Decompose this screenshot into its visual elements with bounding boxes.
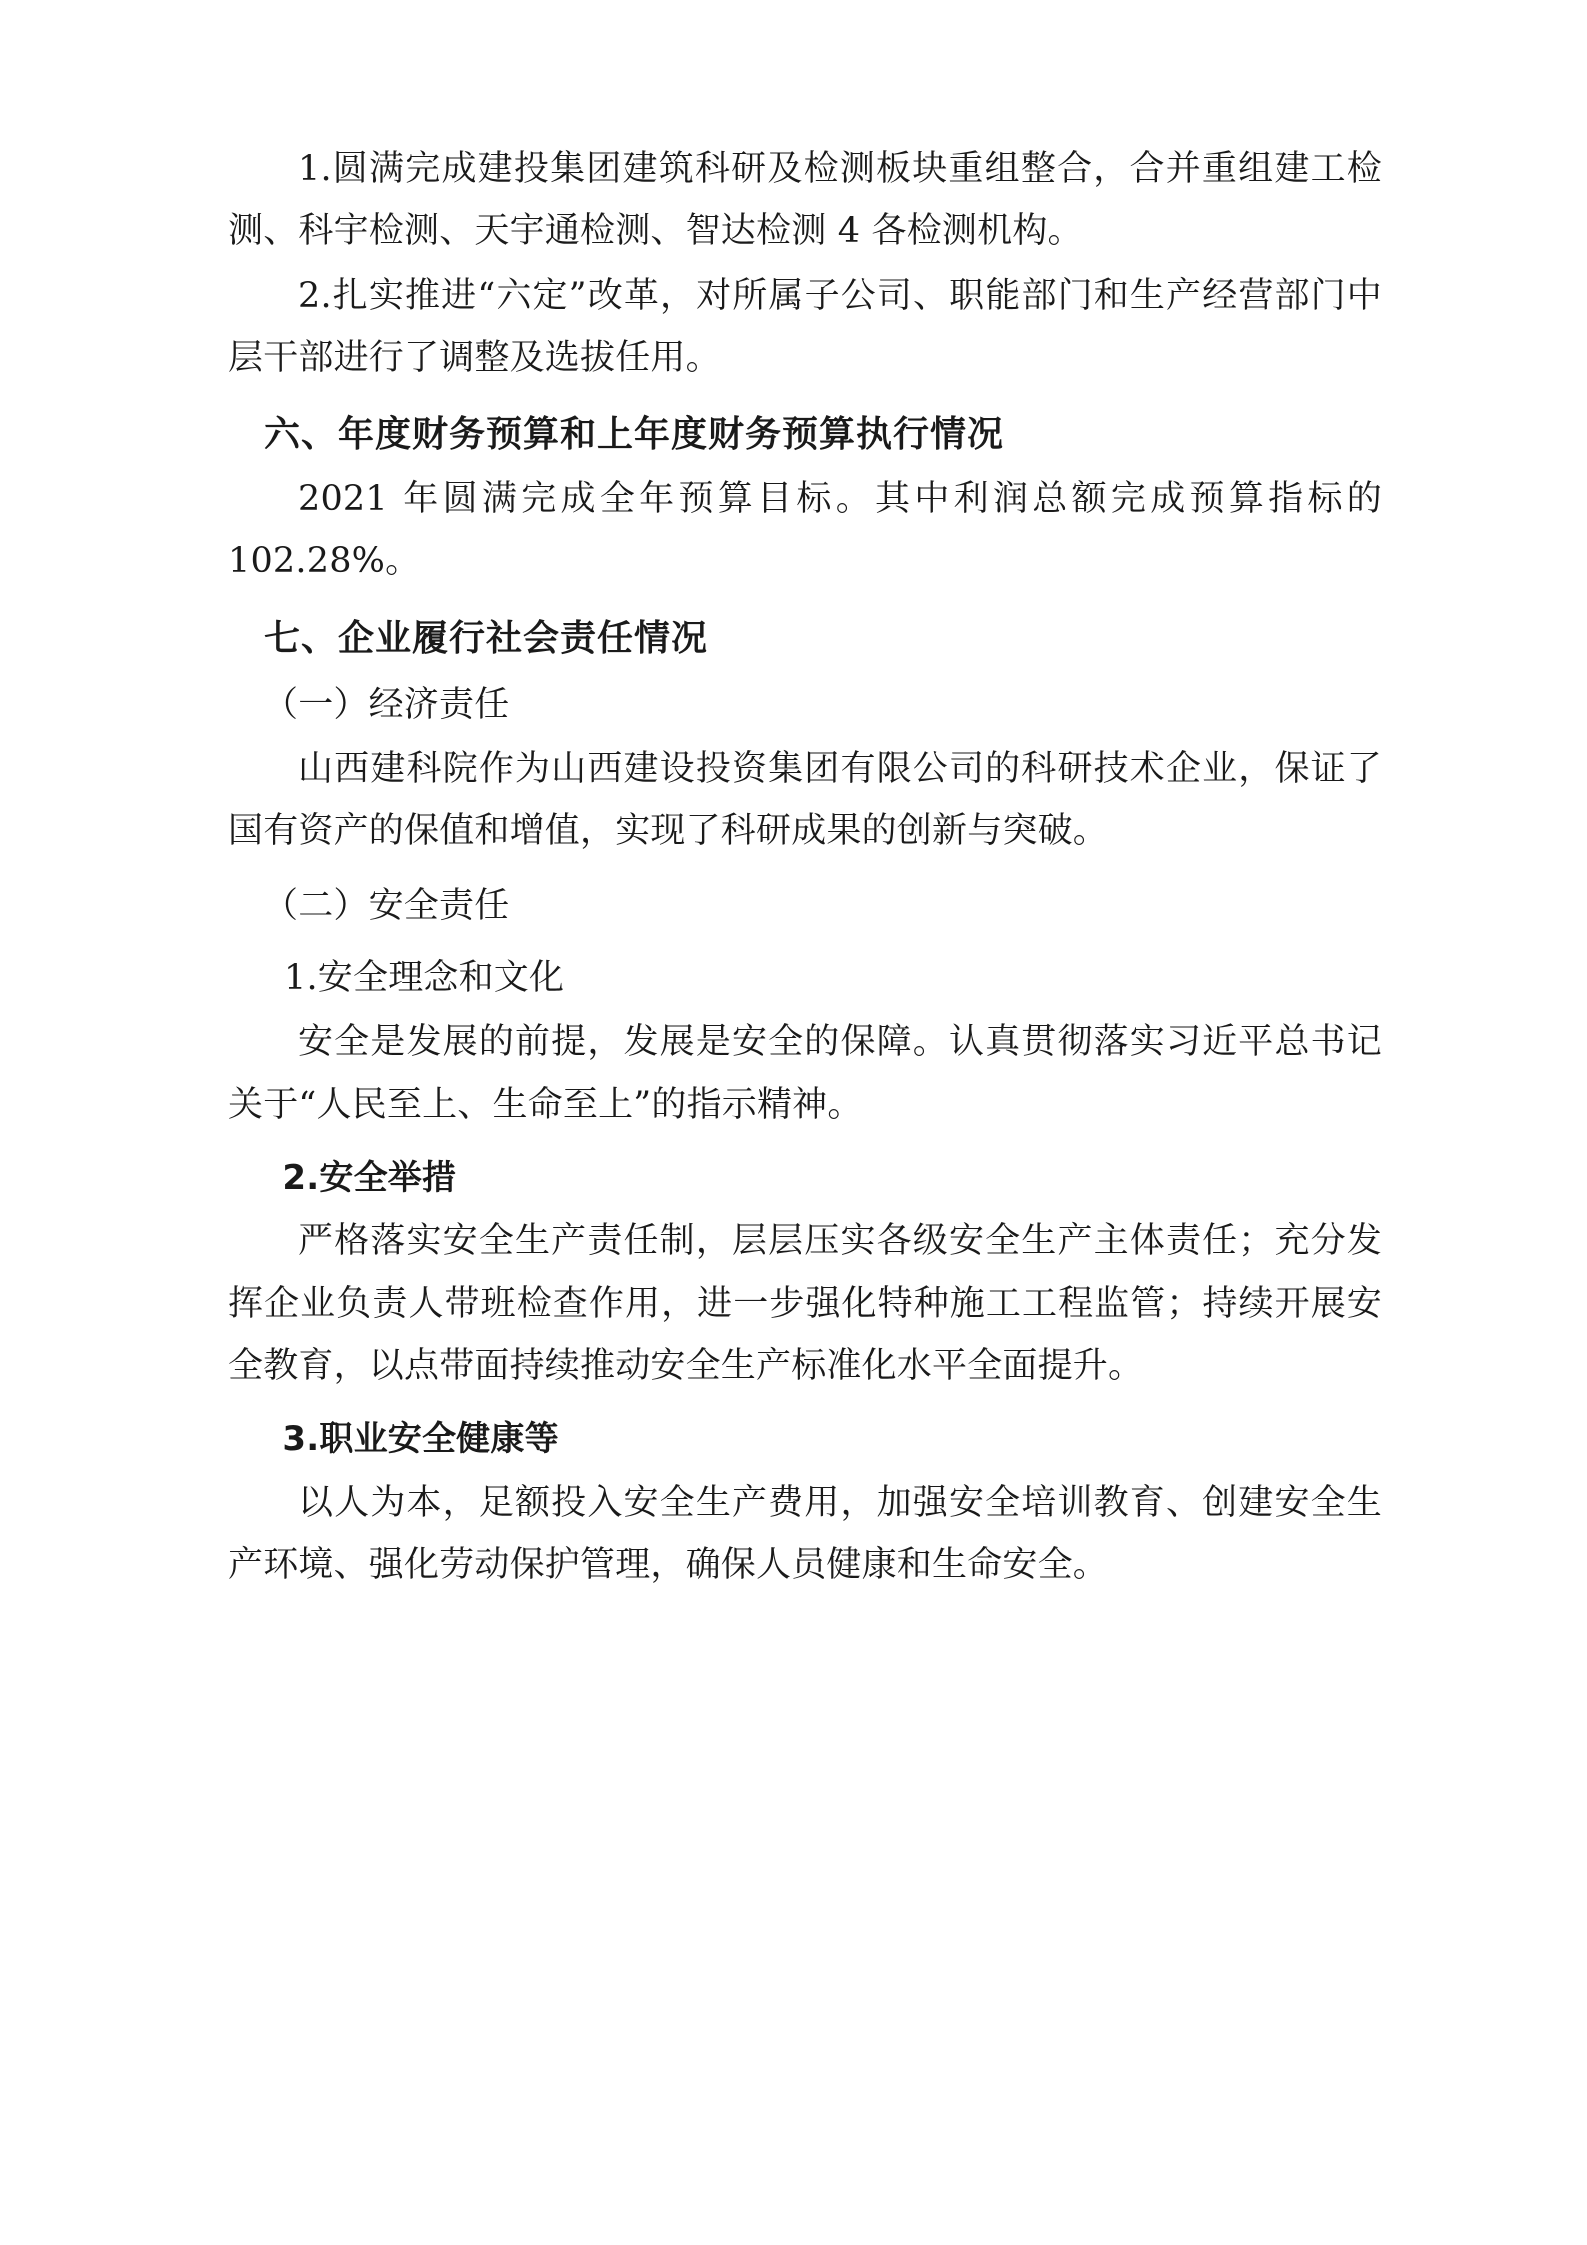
subsection-heading-safety: （二）安全责任	[263, 885, 510, 926]
subsection-heading-economic: （一）经济责任	[263, 684, 510, 725]
spacer	[228, 391, 1382, 397]
list-item-occupational-health: 3.职业安全健康等	[282, 1419, 559, 1460]
section-heading-seven: 七、企业履行社会责任情况	[264, 617, 709, 659]
document-body	[228, 138, 1382, 1596]
paragraph-occupational-health: 以人为本，足额投入安全生产费用，加强安全培训教育、创建安全生产环境、强化劳动保护管理，确保人员健康和生命安全。	[228, 1482, 1382, 1586]
paragraph-safety-measures: 严格落实安全生产责任制，层层压实各级安全生产主体责任；充分发挥企业负责人带班检查作用，进一步强化特种施工工程监管；持续开展安全教育，以点带面持续推动安全生产标准化水平全面提升。	[228, 1221, 1382, 1386]
section-heading-six: 六、年度财务预算和上年度财务预算执行情况	[264, 414, 1005, 456]
paragraph-safety-culture: 安全是发展的前提，发展是安全的保障。认真贯彻落实习近平总书记关于“人民至上、生命至上”的指示精神。	[228, 1022, 1382, 1125]
paragraph-item-1: 1.圆满完成建投集团建筑科研及检测板块重组整合，合并重组建工检测、科宇检测、天宇通检测、智达检测 4 各检测机构。	[228, 149, 1382, 252]
spacer	[228, 595, 1382, 601]
paragraph-economic: 山西建科院作为山西建设投资集团有限公司的科研技术企业，保证了国有资产的保值和增值，实现了科研成果的创新与突破。	[228, 749, 1382, 852]
list-item-safety-culture: 1.安全理念和文化	[284, 957, 565, 998]
paragraph-budget: 2021 年圆满完成全年预算目标。其中利润总额完成预算指标的 102.28%。	[228, 479, 1382, 582]
spacer	[228, 865, 1382, 871]
list-item-safety-measures: 2.安全举措	[282, 1157, 457, 1198]
spacer	[228, 1399, 1382, 1405]
paragraph-item-2: 2.扎实推进“六定”改革，对所属子公司、职能部门和生产经营部门中层干部进行了调整及选拔任用。	[228, 275, 1382, 378]
spacer	[228, 939, 1382, 945]
spacer	[228, 1138, 1382, 1144]
